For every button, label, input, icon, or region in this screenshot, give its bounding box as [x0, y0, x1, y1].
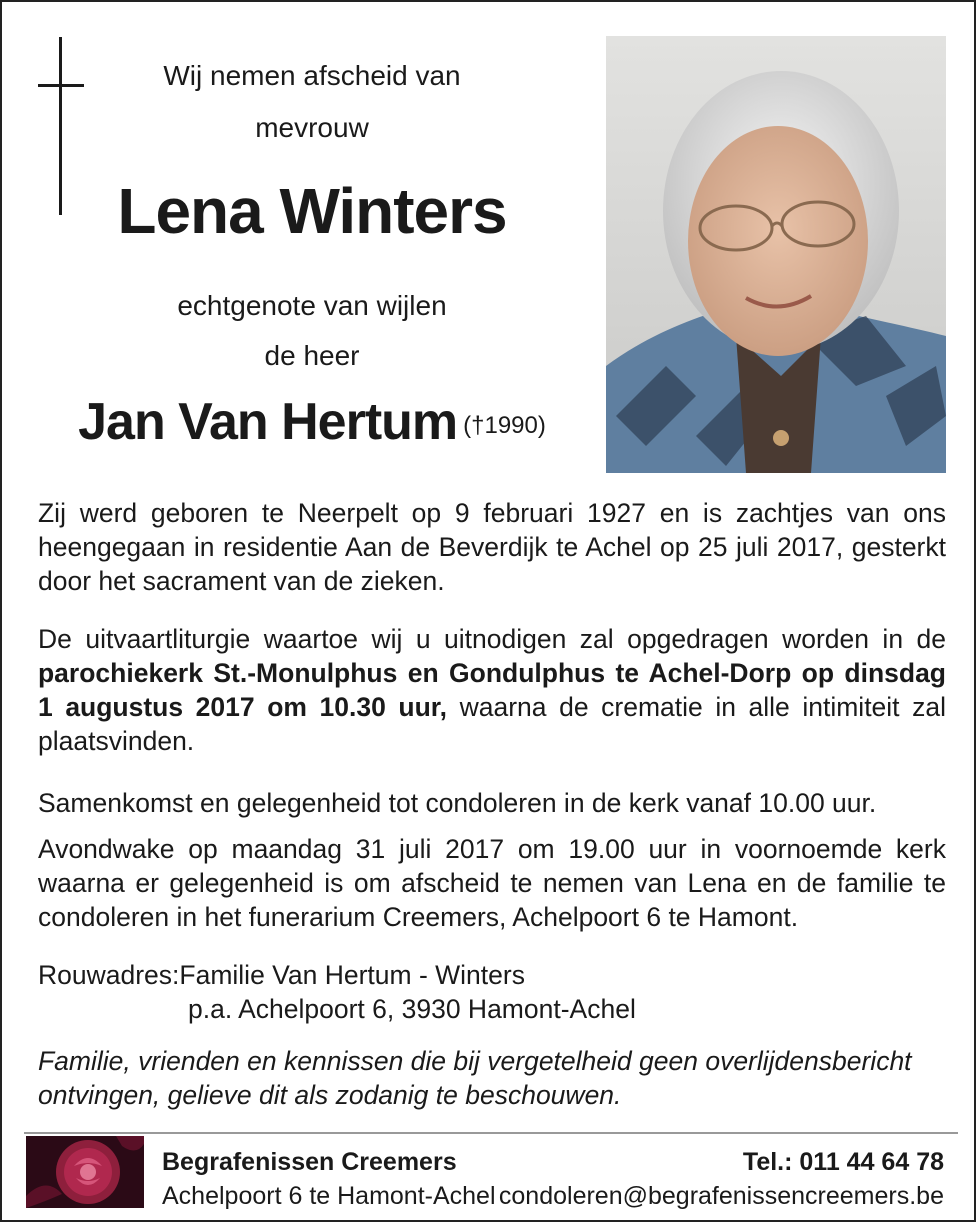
mourning-address-line: p.a. Achelpoort 6, 3930 Hamont-Achel [188, 994, 636, 1024]
funeral-home-name: Begrafenissen Creemers [162, 1148, 457, 1176]
funeral-details: parochiekerk St.-Monulphus en Gondulphus te Achel-Dorp op dinsdag 1 augustus 2017 om 10.30 uur, [38, 658, 946, 722]
spouse-line-2: de heer [264, 340, 360, 371]
intro-line-2: mevrouw [255, 112, 369, 143]
spouse-name-line [42, 392, 582, 452]
funeral-home-address: Achelpoort 6 te Hamont-Achel [162, 1182, 496, 1210]
funeral-text-a: De uitvaartliturgie waartoe wij u uitnodigen zal opgedragen worden in de [38, 624, 946, 654]
paragraph-funeral [38, 622, 946, 758]
mourning-address [38, 958, 946, 1026]
paragraph-birth-death: Zij werd geboren te Neerpelt op 9 februari 1927 en is zachtjes van ons heengegaan in residentie Aan de Beverdijk te Achel op 25 juli 2017, gesterkt door het sacrament van de zieken. [38, 498, 946, 596]
spouse-line-1: echtgenote van wijlen [177, 290, 447, 321]
spouse-death-year: (†1990) [463, 412, 546, 439]
paragraph-condolences: Samenkomst en gelegenheid tot condoleren in de kerk vanaf 10.00 uur. [38, 788, 877, 818]
funeral-home-email[interactable]: condoleren@begrafenissencreemers.be [498, 1182, 944, 1210]
notice-italic: Familie, vrienden en kennissen die bij vergetelheid geen overlijdensbericht ontvingen, gelieve dit als zodanig te beschouwen. [38, 1046, 912, 1110]
deceased-name: Lena Winters [117, 175, 507, 247]
mourning-address-label: Rouwadres: [38, 960, 180, 990]
paragraph-wake: Avondwake op maandag 31 juli 2017 om 19.00 uur in voornoemde kerk waarna er gelegenheid is om afscheid te nemen van Lena en de familie te condoleren in het funerarium Creemers, Achelpoort 6 te Hamont. [38, 834, 946, 932]
rose-image [26, 1136, 144, 1208]
funeral-home-phone: Tel.: 011 44 64 78 [742, 1148, 944, 1176]
mourning-family: Familie Van Hertum - Winters [179, 960, 525, 990]
funeral-text-c: waarna de crematie in alle intimiteit zal plaatsvinden. [38, 692, 946, 756]
portrait-photo [606, 36, 946, 473]
spouse-name: Jan Van Hertum [78, 393, 458, 451]
footer-divider [24, 1132, 958, 1134]
intro-line-1: Wij nemen afscheid van [163, 60, 461, 91]
